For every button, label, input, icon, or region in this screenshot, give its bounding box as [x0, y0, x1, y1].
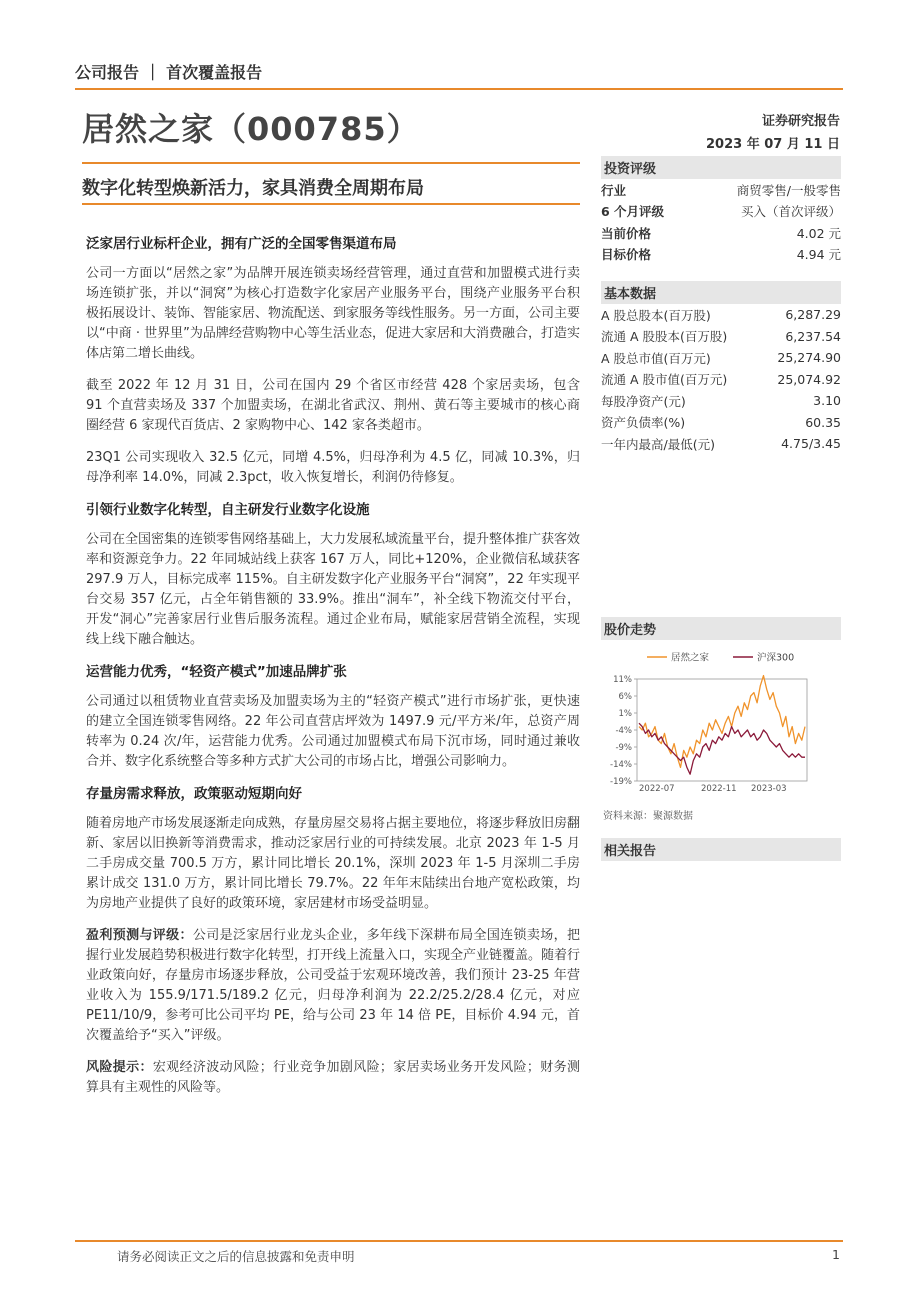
y-tick-label: 6% — [618, 692, 632, 702]
basic-value: 4.75/3.45 — [781, 436, 841, 452]
rating-row — [601, 179, 841, 201]
basic-row — [601, 326, 841, 348]
price-trend-title: 股价走势 — [601, 617, 841, 640]
basic-key: A 股总市值(百万元) — [601, 350, 711, 366]
basic-row — [601, 433, 841, 455]
legend-label: 居然之家 — [671, 652, 710, 664]
report-date: 2023 年 07 月 11 日 — [706, 137, 840, 152]
basic-key: A 股总股本(百万股) — [601, 307, 711, 323]
paragraph: 截至 2022 年 12 月 31 日，公司在国内 29 个省区市经营 428 个家居卖场，包含 91 个直营卖场及 337 个加盟卖场，在湖北省武汉、荆州、黄石等主要城市的核心商圈经营 6 家现代百货店、2 家购物中心、142 家各类超市。 — [86, 378, 580, 433]
company-title: 居然之家（000785） — [82, 110, 420, 148]
rating-key: 目标价格 — [601, 247, 652, 263]
paragraph: 公司在全国密集的连锁零售网络基础上，大力发展私域流量平台，提升整体推广获客效率和资源竞争力。22 年同城站线上获客 167 万人，同比+120%，企业微信私域获客 297.9 万人，目标完成率 115%。自主研发数字化产业服务平台“洞窝”，22 年实现平台交易 357 亿元，占全年销售额的 33.9%。推出“洞车”，补全线下物流交付平台，开发“洞心”完善家居行业售后服务流程。通过企业布局，赋能家居营销全流程，实现线上线下融合触达。 — [86, 532, 581, 647]
rating-row — [601, 244, 841, 266]
related-reports-title: 相关报告 — [601, 838, 841, 861]
rating-row — [601, 201, 841, 223]
paragraph: 公司一方面以“居然之家”为品牌开展连锁卖场经营管理，通过直营和加盟模式进行卖场连锁扩张，并以“洞窝”为核心打造数字化家居产业服务平台，围绕产业服务平台积极拓展设计、装饰、智能家居、物流配送、到家服务等线性服务。另一方面，公司主要以“中商 · 世界里”为品牌经营购物中心等生活业态，促进大家居和大消费融合，打造实体店第二增长曲线。 — [86, 266, 581, 361]
section-heading: 泛家居行业标杆企业，拥有广泛的全国零售渠道布局 — [86, 236, 397, 252]
basic-key: 每股净资产(元) — [601, 393, 686, 409]
section-heading: 引领行业数字化转型，自主研发行业数字化设施 — [86, 502, 370, 518]
basic-key: 一年内最高/最低(元) — [601, 436, 715, 452]
basic-value: 3.10 — [813, 393, 841, 409]
rating-value: 买入（首次评级） — [740, 204, 841, 220]
basic-data-panel — [601, 281, 841, 455]
basic-value: 25,074.92 — [777, 371, 841, 387]
section-heading: 运营能力优秀，“轻资产模式”加速品牌扩张 — [86, 664, 347, 680]
y-tick-label: -4% — [615, 726, 632, 736]
rating-panel — [601, 156, 841, 265]
footer-divider — [75, 1240, 843, 1242]
subtitle-top-rule — [82, 162, 580, 164]
paragraph: 随着房地产市场发展逐渐走向成熟，存量房屋交易将占据主要地位，将逐步释放旧房翻新、家居以旧换新等消费需求，推动泛家居行业的可持续发展。北京 2023 年 1-5 月二手房成交量 700.5 万方，累计同比增长 20.1%，深圳 2023 年 1-5 月深圳二手房累计成交 131.0 万方，累计同比增长 79.7%。22 年年末陆续出台地产宽松政策，均为房地产业提供了良好的政策环境，家居建材市场受益明显。 — [86, 816, 581, 911]
rating-key: 6 个月评级 — [601, 204, 665, 220]
basic-value: 6,287.29 — [785, 307, 841, 323]
rating-row — [601, 222, 841, 244]
chart-source: 资料来源：聚源数据 — [603, 811, 693, 822]
basic-key: 流通 A 股股本(百万股) — [601, 329, 728, 345]
series-line-company — [639, 676, 805, 768]
basic-key: 资产负债率(%) — [601, 415, 686, 431]
x-tick-label: 2022-11 — [701, 784, 737, 794]
related-reports-panel — [601, 838, 841, 861]
x-tick-label: 2022-07 — [639, 784, 675, 794]
basic-row — [601, 412, 841, 434]
x-tick-label: 2023-03 — [751, 784, 787, 794]
basic-row — [601, 304, 841, 326]
y-tick-label: 11% — [613, 675, 632, 685]
report-subtitle: 数字化转型焕新活力，家具消费全周期布局 — [82, 178, 424, 199]
subtitle-bottom-rule — [82, 203, 580, 205]
footer-disclaimer: 请务必阅读正文之后的信息披露和免责申明 — [117, 1249, 355, 1264]
risk-lead: 风险提示： — [86, 1060, 153, 1075]
forecast-text: 公司是泛家居行业龙头企业，多年线下深耕布局全国连锁卖场，把握行业发展趋势积极进行数字化转型，打开线上流量入口，实现全产业链覆盖。随着行业政策向好，存量房市场逐步释放，公司受益于宏观环境改善，我们预计 23-25 年营业收入为 155.9/171.5/189.2 亿元，归母净利润为 22.2/25.2/28.4 亿元，对应 PE11/10/9，参考可比公司平均 PE，给与公司 23 年 14 倍 PE，目标价 4.94 元，首次覆盖给予“买入”评级。 — [86, 928, 581, 1043]
forecast-paragraph — [86, 926, 580, 1046]
basic-value: 6,237.54 — [785, 328, 841, 344]
rating-key: 行业 — [601, 182, 627, 198]
basic-row — [601, 390, 841, 412]
price-chart — [601, 643, 841, 803]
price-trend-header-wrap — [601, 617, 841, 640]
header-divider — [75, 88, 843, 90]
rating-value: 4.94 元 — [796, 247, 841, 263]
y-tick-label: -14% — [610, 760, 632, 770]
rating-key: 当前价格 — [601, 225, 652, 241]
plot-frame — [637, 679, 807, 781]
forecast-lead: 盈利预测与评级： — [86, 928, 193, 943]
legend-label: 沪深300 — [757, 652, 795, 664]
y-tick-label: -9% — [615, 743, 632, 753]
report-type: 证券研究报告 — [761, 114, 840, 129]
price-chart-svg — [601, 643, 841, 803]
risk-paragraph — [86, 1058, 580, 1098]
paragraph: 23Q1 公司实现收入 32.5 亿元，同增 4.5%，归母净利为 4.5 亿，同减 10.3%，归母净利率 14.0%，同减 2.3pct，收入恢复增长，利润仍待修复。 — [86, 450, 580, 485]
section-heading: 存量房需求释放，政策驱动短期向好 — [86, 786, 302, 802]
rating-title: 投资评级 — [601, 156, 841, 179]
series-line-index — [639, 723, 805, 774]
basic-key: 流通 A 股市值(百万元) — [601, 372, 728, 388]
main-content — [86, 234, 580, 1110]
risk-text: 宏观经济波动风险；行业竞争加剧风险；家居卖场业务开发风险；财务测算具有主观性的风险等。 — [86, 1060, 580, 1095]
rating-value: 商贸零售/一般零售 — [736, 182, 841, 198]
basic-value: 25,274.90 — [777, 350, 841, 366]
basic-value: 60.35 — [805, 414, 841, 430]
rating-value: 4.02 元 — [796, 225, 841, 241]
report-category: 公司报告 ｜ 首次覆盖报告 — [75, 63, 263, 82]
y-tick-label: -19% — [610, 777, 632, 787]
basic-data-title: 基本数据 — [601, 281, 841, 304]
paragraph: 公司通过以租赁物业直营卖场及加盟卖场为主的“轻资产模式”进行市场扩张，更快速的建立全国连锁零售网络。22 年公司直营店坪效为 1497.9 元/平方米/年，总资产周转率为 0.24 次/年，运营能力优秀。公司通过加盟模式布局下沉市场，同时通过兼收合并、数字化系统整合等多种方式扩大公司的市场占比，增强公司影响力。 — [86, 694, 580, 769]
basic-row — [601, 369, 841, 391]
basic-row — [601, 347, 841, 369]
y-tick-label: 1% — [618, 709, 632, 719]
page-number: 1 — [832, 1247, 840, 1262]
